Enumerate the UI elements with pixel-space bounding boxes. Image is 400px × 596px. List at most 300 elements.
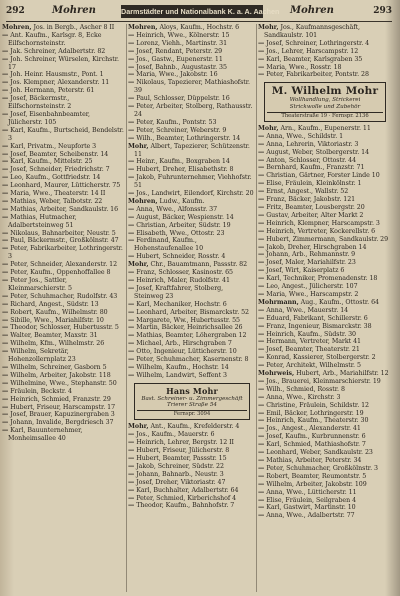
entry-surname: — bbox=[128, 308, 135, 316]
entry-surname: — bbox=[128, 134, 135, 142]
directory-entry bbox=[2, 48, 124, 56]
entry-details: Joh. Heinr. Hausmstr., Pont. 1 bbox=[8, 71, 104, 79]
entry-details: Jos., Angest., Alexanderstr. 41 bbox=[264, 425, 361, 433]
entry-details: Johann, Bahnarb., Neustr. 3 bbox=[134, 470, 224, 478]
entry-details: Leonhard, Arbeiter, Bismarckstr. 52 bbox=[134, 308, 250, 316]
entry-details: Johann, Invalide, Bergdriesch 37 bbox=[8, 419, 114, 427]
entry-details: Peter, Arbeiter, Stolberg, Rathausstr. 24 bbox=[134, 103, 253, 118]
entry-details: Wilhelm, Kfm., Wilhelmstr. 26 bbox=[8, 340, 105, 348]
entry-surname: — bbox=[128, 126, 135, 134]
entry-details: Leo, Kaufm., Gottfriedstr. 14 bbox=[8, 174, 101, 182]
entry-surname: — bbox=[258, 330, 265, 338]
directory-entry bbox=[258, 315, 390, 323]
entry-surname: — bbox=[128, 277, 135, 284]
directory-entry bbox=[2, 87, 124, 95]
directory-entry bbox=[258, 244, 390, 252]
entry-details: Arn., Kaufm., Eupenerstr. 11 bbox=[278, 124, 371, 132]
entry-surname: — bbox=[258, 354, 265, 362]
directory-entry bbox=[128, 487, 254, 495]
entry-surname: Mohren, bbox=[2, 24, 32, 31]
page-number-left: 292 bbox=[6, 6, 25, 16]
entry-details: Jakob, Fuhrunternehmer, Viehhofstr. 51 bbox=[134, 174, 252, 190]
directory-entry bbox=[2, 419, 124, 427]
directory-entry bbox=[258, 489, 390, 497]
entry-surname: — bbox=[2, 363, 9, 371]
entry-surname: — bbox=[2, 300, 9, 308]
entry-surname: — bbox=[128, 462, 135, 470]
entry-details: Peter, Kaufm., Oppenhoffallee 8 bbox=[8, 269, 111, 277]
directory-entry bbox=[2, 198, 124, 206]
entry-surname: — bbox=[2, 142, 9, 150]
entry-details: Karl, Techniker, Promenadenstr. 18 bbox=[264, 275, 378, 283]
directory-entry bbox=[2, 404, 124, 412]
directory-entry bbox=[258, 497, 390, 505]
directory-entry bbox=[128, 495, 254, 503]
entry-details: Karl, Beamter, Karlsgraben 35 bbox=[264, 55, 363, 63]
entry-details: Anna, Wwe., Lütticherstr. 11 bbox=[264, 488, 357, 496]
directory-entry bbox=[2, 340, 124, 348]
directory-entry bbox=[258, 465, 390, 473]
entry-surname: — bbox=[128, 455, 135, 462]
directory-entry bbox=[128, 174, 254, 190]
entry-details: Anton, Schlosser, Ottostr. 44 bbox=[264, 156, 357, 164]
directory-entry bbox=[2, 309, 124, 317]
entry-details: Josef, Bahnb., Augustastr. 35 bbox=[134, 63, 227, 71]
entry-details: Wilhelm, Sekretär, Hohenzollernplatz 23 bbox=[8, 348, 76, 364]
entry-details: Theodor, Kaufm., Bahnhofstr. 7 bbox=[134, 502, 235, 510]
directory-entry bbox=[128, 64, 254, 72]
entry-surname: — bbox=[2, 427, 9, 435]
entry-surname: — bbox=[258, 275, 265, 283]
entry-surname: — bbox=[258, 251, 265, 259]
directory-entry bbox=[128, 317, 254, 325]
entry-surname: — bbox=[2, 348, 9, 356]
entry-details: Jakob, Schreiner, Südstr. 22 bbox=[134, 462, 224, 470]
entry-details: Hubert, Friseur, Jülicherstr. 8 bbox=[134, 447, 230, 455]
entry-surname: — bbox=[128, 340, 135, 348]
entry-surname: — bbox=[128, 439, 135, 447]
entry-details: Josef, Eisenbahnbeamter, Jülicherstr. 105 bbox=[8, 110, 90, 126]
entry-surname: Mohr, bbox=[128, 261, 149, 269]
entry-surname: — bbox=[2, 126, 9, 134]
directory-entry bbox=[2, 427, 124, 443]
entry-surname: — bbox=[128, 486, 135, 494]
directory-entry bbox=[258, 307, 390, 315]
entry-details: Josef, Rendant, Peterstr. 29 bbox=[134, 47, 223, 55]
directory-entry bbox=[2, 372, 124, 380]
entry-surname: — bbox=[2, 79, 9, 87]
directory-entry bbox=[128, 135, 254, 143]
entry-surname: — bbox=[258, 188, 265, 196]
directory-entry bbox=[258, 386, 390, 394]
entry-surname: — bbox=[128, 47, 135, 55]
entry-surname: Mohren, bbox=[128, 24, 158, 31]
entry-surname: — bbox=[128, 348, 135, 356]
directory-entry bbox=[2, 166, 124, 174]
directory-entry bbox=[128, 222, 254, 230]
advertisement-hans-mohr bbox=[134, 383, 250, 421]
entry-surname: — bbox=[128, 71, 135, 79]
entry-surname: — bbox=[128, 478, 135, 486]
entry-details: Franz, Schlosser, Kasinostr. 65 bbox=[134, 269, 234, 277]
running-word-right: Mohren bbox=[290, 5, 334, 16]
directory-entry bbox=[258, 402, 390, 410]
entry-surname: — bbox=[128, 316, 135, 324]
entry-surname: — bbox=[258, 449, 265, 457]
directory-entry bbox=[258, 71, 390, 79]
entry-details: Mathias, Beamter, Löhergraben 12 bbox=[134, 332, 247, 340]
entry-details: Eduard, Fabrikant, Schillerstr. 6 bbox=[264, 314, 368, 322]
entry-details: Heinrich, Kaufm., Südstr. 30 bbox=[264, 330, 357, 338]
ad-line: Strickwolle und Zubehör bbox=[289, 103, 361, 110]
entry-surname: — bbox=[258, 377, 265, 385]
directory-entry bbox=[2, 158, 124, 166]
entry-details: Heinr., Kaufm., Boxgraben 14 bbox=[134, 158, 230, 166]
entry-surname: — bbox=[2, 95, 9, 103]
entry-details: Wilhelm, Landwirt, Seffent 3 bbox=[134, 371, 227, 379]
entry-details: Peter Jos., Sattler, Kleinmarschierstr. 5 bbox=[8, 277, 72, 292]
directory-entry bbox=[258, 204, 390, 212]
entry-surname: — bbox=[2, 158, 9, 166]
entry-details: Leo, Angest., Jülicherstr. 107 bbox=[264, 283, 358, 291]
entry-details: Peter, Fabrikarbeiter, Lothringerstr. 3 bbox=[8, 245, 123, 261]
entry-details: Josef, Bäckermstr., Eilfschornsteinstr. 2 bbox=[8, 95, 72, 111]
entry-surname: — bbox=[258, 480, 265, 488]
entry-surname: — bbox=[2, 387, 9, 395]
entry-details: Franz, Bäcker, Jakobstr. 121 bbox=[264, 196, 356, 204]
directory-entry bbox=[258, 56, 390, 64]
entry-details: Ferdinand, Kaufm., Hohenstaufenallee 10 bbox=[134, 237, 204, 253]
entry-surname: — bbox=[2, 379, 9, 387]
directory-entry bbox=[128, 502, 254, 510]
entry-surname: — bbox=[258, 362, 265, 370]
directory-entry bbox=[128, 301, 254, 309]
entry-surname: — bbox=[128, 103, 135, 111]
directory-entry bbox=[128, 95, 254, 103]
entry-details: Albert, Tapezierer, Schützenstr. 11 bbox=[134, 142, 250, 158]
directory-entry bbox=[2, 182, 124, 190]
entry-details: Robert, Beamter, Reumontstr. 5 bbox=[264, 472, 367, 480]
entry-surname: — bbox=[258, 457, 265, 464]
entry-surname: — bbox=[258, 39, 265, 47]
entry-details: Christian, Gärtner, Forster Linde 10 bbox=[264, 172, 380, 180]
directory-entry bbox=[128, 277, 254, 285]
entry-details: Josef, Wirt, Kaiserplatz 6 bbox=[264, 267, 345, 275]
directory-entry bbox=[128, 56, 254, 64]
directory-entry bbox=[258, 394, 390, 402]
directory-entry bbox=[258, 164, 390, 172]
directory-entry bbox=[258, 172, 390, 180]
entry-details: Anna, Wwe., Adalbertstr. 77 bbox=[264, 512, 355, 520]
directory-entry bbox=[2, 348, 124, 364]
entry-details: Lorenz, Viehh., Martinstr. 31 bbox=[134, 39, 228, 47]
entry-surname: Mohr, bbox=[128, 142, 149, 150]
directory-entry bbox=[128, 214, 254, 222]
entry-surname: — bbox=[128, 95, 135, 103]
entry-details: August, Bäcker, Wespienstr. 14 bbox=[134, 213, 234, 221]
entry-surname: — bbox=[2, 308, 9, 316]
entry-surname: — bbox=[128, 502, 135, 510]
entry-details: Jos., Kaufm., Mauerstr. 6 bbox=[134, 431, 215, 439]
directory-entry bbox=[258, 457, 390, 465]
directory-entry bbox=[258, 212, 390, 220]
directory-entry bbox=[2, 317, 124, 325]
directory-entry bbox=[258, 425, 390, 433]
entry-details: Hubert, Beamter, Passstr. 15 bbox=[134, 455, 227, 462]
entry-details: Karl, Kaufm., Burtscheid, Bendelstr. 3 bbox=[8, 126, 124, 142]
entry-surname: — bbox=[258, 204, 265, 211]
entry-details: Josef, Dreher, Viktoriastr. 47 bbox=[134, 478, 226, 486]
entry-surname: — bbox=[128, 118, 135, 126]
directory-entry bbox=[258, 473, 390, 481]
directory-entry bbox=[258, 323, 390, 331]
entry-details: Martin, Bäcker, Heinrichsallee 26 bbox=[134, 324, 243, 332]
entry-details: Josef, Beamter, Theaterstr. 21 bbox=[264, 346, 360, 354]
entry-surname: — bbox=[258, 219, 265, 227]
entry-surname: — bbox=[128, 431, 135, 439]
directory-entry bbox=[258, 378, 390, 386]
entry-details: Christine, Fräulein, Schildstr. 12 bbox=[264, 401, 370, 409]
entry-surname: — bbox=[128, 237, 135, 245]
entry-surname: — bbox=[128, 284, 135, 292]
directory-entry bbox=[2, 332, 124, 340]
directory-entry bbox=[258, 362, 390, 370]
entry-details: Jos., Gastw., Eupenerstr. 11 bbox=[134, 55, 223, 63]
entry-details: Margarete, Ww., Hubertusstr. 55 bbox=[134, 316, 240, 324]
entry-details: Peter, Schuhmacher, Rudolfstr. 43 bbox=[8, 292, 118, 300]
entry-details: Maria, Wwe., Theaterstr. 14 II bbox=[8, 190, 106, 198]
directory-entry bbox=[128, 479, 254, 487]
entry-details: Jak. Schreiner, Adalbertstr. 82 bbox=[8, 47, 106, 55]
directory-entry bbox=[128, 127, 254, 135]
directory-entry bbox=[258, 504, 390, 512]
entry-surname: — bbox=[128, 447, 135, 455]
entry-details: Heinrich, Lehrer, Bergstr. 12 II bbox=[134, 439, 234, 447]
directory-entry bbox=[128, 269, 254, 277]
entry-surname: — bbox=[2, 411, 9, 419]
bank-banner: Darmstädter und Nationalbank K. a. A. Aachen bbox=[121, 7, 280, 16]
entry-surname: — bbox=[258, 433, 265, 441]
entry-details: Wilhelm, Schreiner, Gasborn 5 bbox=[8, 363, 107, 371]
entry-surname: — bbox=[258, 512, 265, 520]
entry-surname: — bbox=[128, 324, 135, 332]
directory-entry bbox=[2, 301, 124, 309]
entry-details: Anna, Wwe., Mauerstr. 14 bbox=[264, 306, 349, 314]
directory-entry bbox=[128, 356, 254, 364]
column-divider bbox=[126, 24, 127, 592]
entry-details: Ant., Kaufm., Krefelderstr. 4 bbox=[148, 423, 240, 431]
entry-details: Ludw., Kaufm. bbox=[157, 197, 205, 205]
entry-details: Aug., Kaufm., Ottostr. 64 bbox=[298, 298, 379, 306]
directory-entry bbox=[2, 230, 124, 238]
entry-surname: — bbox=[258, 47, 265, 55]
directory-entry bbox=[258, 331, 390, 339]
entry-details: Karl, Bauunternehmer, Monheimsallee 40 bbox=[8, 427, 83, 443]
entry-details: Nikolaus, Tapezierer, Mathiashofstr. 39 bbox=[134, 79, 250, 95]
directory-entry bbox=[2, 245, 124, 261]
entry-surname: — bbox=[258, 385, 265, 393]
entry-details: Karl, Gastwirt, Martinstr. 10 bbox=[264, 504, 356, 512]
directory-entry bbox=[258, 441, 390, 449]
entry-details: Jos., Landwirt, Eilendorf, Kirchstr. 20 bbox=[134, 190, 254, 198]
entry-surname: Mohrmann, bbox=[258, 298, 299, 306]
directory-entry bbox=[258, 220, 390, 228]
entry-details: Anna, Wwe., Schildstr. 1 bbox=[264, 132, 344, 140]
running-head bbox=[4, 4, 394, 20]
entry-surname: Mohr, bbox=[258, 124, 279, 132]
directory-entry bbox=[128, 237, 254, 253]
directory-entry bbox=[258, 354, 390, 362]
entry-surname: — bbox=[258, 409, 265, 417]
column-middle bbox=[128, 24, 254, 594]
directory-entry bbox=[258, 40, 390, 48]
entry-details: Peter, Architekt, Wilhelmstr. 5 bbox=[264, 362, 361, 370]
entry-details: Fritz, Beamter, Lousbergstr. 20 bbox=[264, 204, 365, 211]
entry-surname: — bbox=[258, 472, 265, 480]
entry-surname: — bbox=[128, 300, 135, 308]
entry-surname: — bbox=[128, 190, 135, 198]
entry-details: Hubert, Arb., Mariahilfstr. 12 bbox=[294, 370, 389, 378]
entry-details: Mathias, Arbeiter, Peterstr. 34 bbox=[264, 457, 362, 464]
entry-surname: — bbox=[258, 63, 265, 71]
directory-entry bbox=[258, 283, 390, 291]
entry-details: Nikolaus, Bahnarbeiter, Neustr. 5 bbox=[8, 229, 116, 237]
entry-details: Hubert, Dreher, Elisabethstr. 8 bbox=[134, 166, 234, 174]
directory-entry bbox=[128, 447, 254, 455]
directory-entry bbox=[258, 346, 390, 354]
entry-details: Maria, Wwe., Jakobstr. 16 bbox=[134, 71, 218, 79]
directory-entry bbox=[258, 188, 390, 196]
ad-line: Wollhandlung, Strickerei bbox=[289, 97, 361, 104]
entry-details: Josef, Schneider, Friedrichstr. 7 bbox=[8, 166, 110, 174]
entry-details: Chr., Bauamtmann, Passstr. 82 bbox=[148, 261, 248, 269]
entry-surname: — bbox=[258, 132, 265, 140]
directory-entry bbox=[258, 149, 390, 157]
entry-surname: — bbox=[128, 332, 135, 340]
entry-surname: — bbox=[2, 71, 9, 79]
directory-entry bbox=[128, 206, 254, 214]
directory-entry bbox=[258, 259, 390, 267]
entry-surname: — bbox=[2, 174, 9, 182]
entry-details: Bernhard, Kaufm., Franzstr. 71 bbox=[264, 164, 365, 172]
entry-details: Fräulein, Beckstr. 4 bbox=[8, 387, 72, 395]
ad-line: Bast. Schreiner- u. Zimmergeschäft bbox=[141, 395, 243, 402]
entry-surname: Mohrweis, bbox=[258, 370, 295, 378]
entry-details: Paul, Bäckermstr., Großkölnstr. 47 bbox=[8, 237, 119, 245]
entry-surname: — bbox=[258, 425, 265, 433]
directory-entry bbox=[2, 324, 124, 332]
entry-details: Emil, Bäcker, Lothringerstr. 19 bbox=[264, 409, 364, 417]
directory-entry bbox=[128, 79, 254, 95]
entry-details: Ernst, Angest., Wallstr. 52 bbox=[264, 188, 349, 196]
entry-details: Mathias, Hutmacher, Adalbertsteinweg 51 bbox=[8, 213, 77, 229]
directory-entry bbox=[2, 71, 124, 79]
entry-surname: — bbox=[258, 196, 265, 204]
directory-entry bbox=[2, 190, 124, 198]
directory-entry bbox=[128, 372, 254, 380]
directory-entry bbox=[128, 324, 254, 332]
directory-entry bbox=[128, 348, 254, 356]
directory-entry bbox=[2, 174, 124, 182]
entry-details: Jos., Kaufmannsgeschäft, Sandkaulstr. 101 bbox=[264, 24, 360, 39]
entry-surname: — bbox=[2, 371, 9, 379]
advertisement-wilhelm-mohr bbox=[264, 82, 386, 122]
directory-entry bbox=[2, 56, 124, 72]
directory-entry bbox=[2, 293, 124, 301]
entry-surname: — bbox=[258, 401, 265, 409]
entry-surname: — bbox=[2, 261, 9, 269]
entry-surname: — bbox=[2, 205, 9, 213]
entry-surname: — bbox=[2, 150, 9, 158]
entry-surname: — bbox=[2, 197, 9, 205]
entry-surname: — bbox=[2, 245, 9, 253]
directory-entry bbox=[128, 71, 254, 79]
entry-surname: — bbox=[128, 55, 135, 63]
directory-entry bbox=[128, 455, 254, 463]
directory-entry bbox=[128, 285, 254, 301]
entry-details: Wilhelm, Arbeiter, Jakobstr. 118 bbox=[8, 371, 111, 379]
entry-surname: — bbox=[128, 269, 135, 277]
entry-surname: — bbox=[128, 158, 135, 166]
directory-entry bbox=[128, 119, 254, 127]
entry-details: Mathias, Weber, Talbotstr. 22 bbox=[8, 197, 103, 205]
directory-entry bbox=[258, 299, 390, 307]
entry-details: Peter, Schuhmacher, Großkölnstr. 3 bbox=[264, 464, 378, 472]
directory-entry bbox=[258, 267, 390, 275]
directory-entry bbox=[2, 364, 124, 372]
entry-surname: — bbox=[258, 322, 265, 330]
column-divider bbox=[256, 24, 257, 592]
entry-details: Heinrich, Vertreter, Kockerellstr. 6 bbox=[264, 227, 376, 235]
entry-surname: — bbox=[2, 403, 9, 411]
directory-entry bbox=[258, 236, 390, 244]
directory-entry bbox=[128, 431, 254, 439]
directory-entry bbox=[258, 196, 390, 204]
ad-line: Trierer Straße 54 bbox=[167, 402, 217, 409]
entry-details: Karl, Privatm., Neupforte 3 bbox=[8, 142, 97, 150]
entry-surname: — bbox=[2, 277, 9, 284]
directory-entry bbox=[258, 410, 390, 418]
entry-details: Hermann, Vertreter, Markt 41 bbox=[264, 338, 361, 346]
entry-details: Elise, Fräulein, Seilgraben 4 bbox=[264, 496, 357, 504]
entry-surname: — bbox=[258, 504, 265, 512]
directory-entry bbox=[128, 230, 254, 238]
entry-details: Paul, Schlosser, Düppelstr. 16 bbox=[134, 95, 230, 103]
entry-surname: — bbox=[258, 235, 265, 243]
entry-details: Hubert, Zimmermann, Sandkaulstr. 29 bbox=[264, 235, 389, 243]
entry-details: Wilh., Beamter, Lothringerstr. 14 bbox=[134, 134, 241, 142]
directory-entry bbox=[128, 261, 254, 269]
entry-details: Jos. in Bergb., Ascher 8 II bbox=[31, 24, 115, 31]
entry-details: Josef, Schreiner, Lothringerstr. 4 bbox=[264, 39, 370, 47]
entry-details: Josef, Kaufm., Kurbrunnenstr. 6 bbox=[264, 433, 366, 441]
directory-entry bbox=[128, 158, 254, 166]
entry-details: Mathias, Arbeiter, Sandkaulstr. 16 bbox=[8, 205, 119, 213]
directory-entry bbox=[2, 411, 124, 419]
entry-surname: — bbox=[128, 253, 135, 261]
entry-surname: — bbox=[258, 164, 265, 172]
entry-details: Anna, Wwe., Alfonsstr. 37 bbox=[134, 205, 218, 213]
entry-surname: Mohren, bbox=[128, 197, 158, 205]
entry-surname: — bbox=[128, 356, 135, 364]
entry-surname: — bbox=[128, 371, 135, 379]
entry-details: Peter, Fabrikarbeiter, Pontstr. 28 bbox=[264, 71, 369, 79]
ad-phone: Theaterstraße 19 · Fernspr. 2136 bbox=[267, 112, 383, 119]
entry-surname: — bbox=[128, 39, 135, 47]
entry-details: Hubert, Friseur, Harscampstr. 17 bbox=[8, 403, 116, 411]
entry-details: Jos., Lehrer, Harscampstr. 12 bbox=[264, 47, 359, 55]
entry-surname: — bbox=[258, 211, 265, 219]
